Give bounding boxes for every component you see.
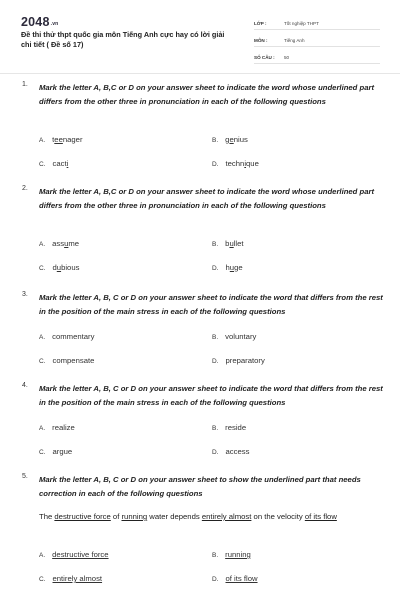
option-a[interactable]: A. commentary <box>39 332 95 341</box>
logo-suffix: .vn <box>50 21 59 27</box>
option-letter: D. <box>212 265 219 272</box>
option-d[interactable]: D. access <box>212 447 250 456</box>
option-letter: D. <box>212 358 219 365</box>
option-letter: C. <box>39 358 46 365</box>
question-number: 4. <box>22 382 28 389</box>
option-letter: A. <box>39 137 46 144</box>
option-letter: D. <box>212 449 219 456</box>
header-divider <box>0 73 400 74</box>
option-letter: A. <box>39 241 46 248</box>
option-d[interactable]: D. huge <box>212 263 243 272</box>
meta-count <box>254 51 380 64</box>
option-letter: B. <box>212 334 219 341</box>
question-prompt: Mark the letter A, B, C or D on your answer sheet to show the underlined part that needs correction in each of the following questions <box>39 475 361 498</box>
option-letter: D. <box>212 161 219 168</box>
option-b[interactable]: B. bullet <box>212 239 244 248</box>
option-letter: C. <box>39 449 46 456</box>
option-a[interactable]: A. teenager <box>39 135 83 144</box>
question-sentence: The destructive force of running water depends entirely almost on the velocity of its flow <box>39 512 337 521</box>
meta-subject-value: Tiếng Anh <box>284 37 305 43</box>
meta-class-key: LỚP : <box>254 20 267 26</box>
exam-title: Đề thi thử thpt quốc gia môn Tiếng Anh cực hay có lời giải chi tiết ( Đề số 17) <box>21 30 225 49</box>
exam-meta <box>254 17 380 68</box>
option-b[interactable]: B. genius <box>212 135 248 144</box>
option-b[interactable]: B. running <box>212 550 251 559</box>
option-letter: C. <box>39 576 46 583</box>
option-letter: A. <box>39 425 46 432</box>
question-number: 2. <box>22 185 28 192</box>
option-a[interactable]: A. assume <box>39 239 80 248</box>
option-c[interactable]: C. argue <box>39 447 73 456</box>
option-letter: C. <box>39 161 46 168</box>
meta-class-value: Tốt nghiệp THPT <box>284 20 319 26</box>
option-letter: A. <box>39 552 46 559</box>
option-b[interactable]: B. voluntary <box>212 332 257 341</box>
option-letter: B. <box>212 425 219 432</box>
option-c[interactable]: C. dubious <box>39 263 80 272</box>
option-letter: B. <box>212 241 219 248</box>
option-a[interactable]: A. destructive force <box>39 550 109 559</box>
meta-count-key: SỐ CÂU : <box>254 54 275 60</box>
question-number: 5. <box>22 473 28 480</box>
option-letter: B. <box>212 552 219 559</box>
meta-subject <box>254 34 380 47</box>
option-letter: C. <box>39 265 46 272</box>
meta-subject-key: MÔN : <box>254 37 268 43</box>
option-letter: A. <box>39 334 46 341</box>
option-c[interactable]: C. compensate <box>39 356 95 365</box>
question-prompt: Mark the letter A, B, C or D on your answer sheet to indicate the word that differs from the rest in the position of the main stress in each of the following questions <box>39 293 383 316</box>
question-prompt: Mark the letter A, B, C or D on your answer sheet to indicate the word that differs from the rest in the position of the main stress in each of the following questions <box>39 384 383 407</box>
option-a[interactable]: A. realize <box>39 423 75 432</box>
meta-class <box>254 17 380 30</box>
option-b[interactable]: B. reside <box>212 423 247 432</box>
option-c[interactable]: C. entirely almost <box>39 574 103 583</box>
question-number: 3. <box>22 291 28 298</box>
question-number: 1. <box>22 81 28 88</box>
option-d[interactable]: D. technique <box>212 159 259 168</box>
option-d[interactable]: D. preparatory <box>212 356 265 365</box>
question-prompt: Mark the letter A, B,C or D on your answer sheet to indicate the word whose underlined part differs from the other three in pronunciation in each of the following questions <box>39 187 375 210</box>
logo-text: 2048 <box>21 15 50 29</box>
question-prompt: Mark the letter A, B,C or D on your answer sheet to indicate the word whose underlined part differs from the other three in pronunciation in each of the following questions <box>39 83 375 106</box>
option-letter: B. <box>212 137 219 144</box>
option-d[interactable]: D. of its flow <box>212 574 258 583</box>
meta-count-value: 50 <box>284 54 290 60</box>
page-header <box>0 0 400 62</box>
option-c[interactable]: C. cacti <box>39 159 69 168</box>
option-letter: D. <box>212 576 219 583</box>
site-logo[interactable] <box>21 15 58 29</box>
